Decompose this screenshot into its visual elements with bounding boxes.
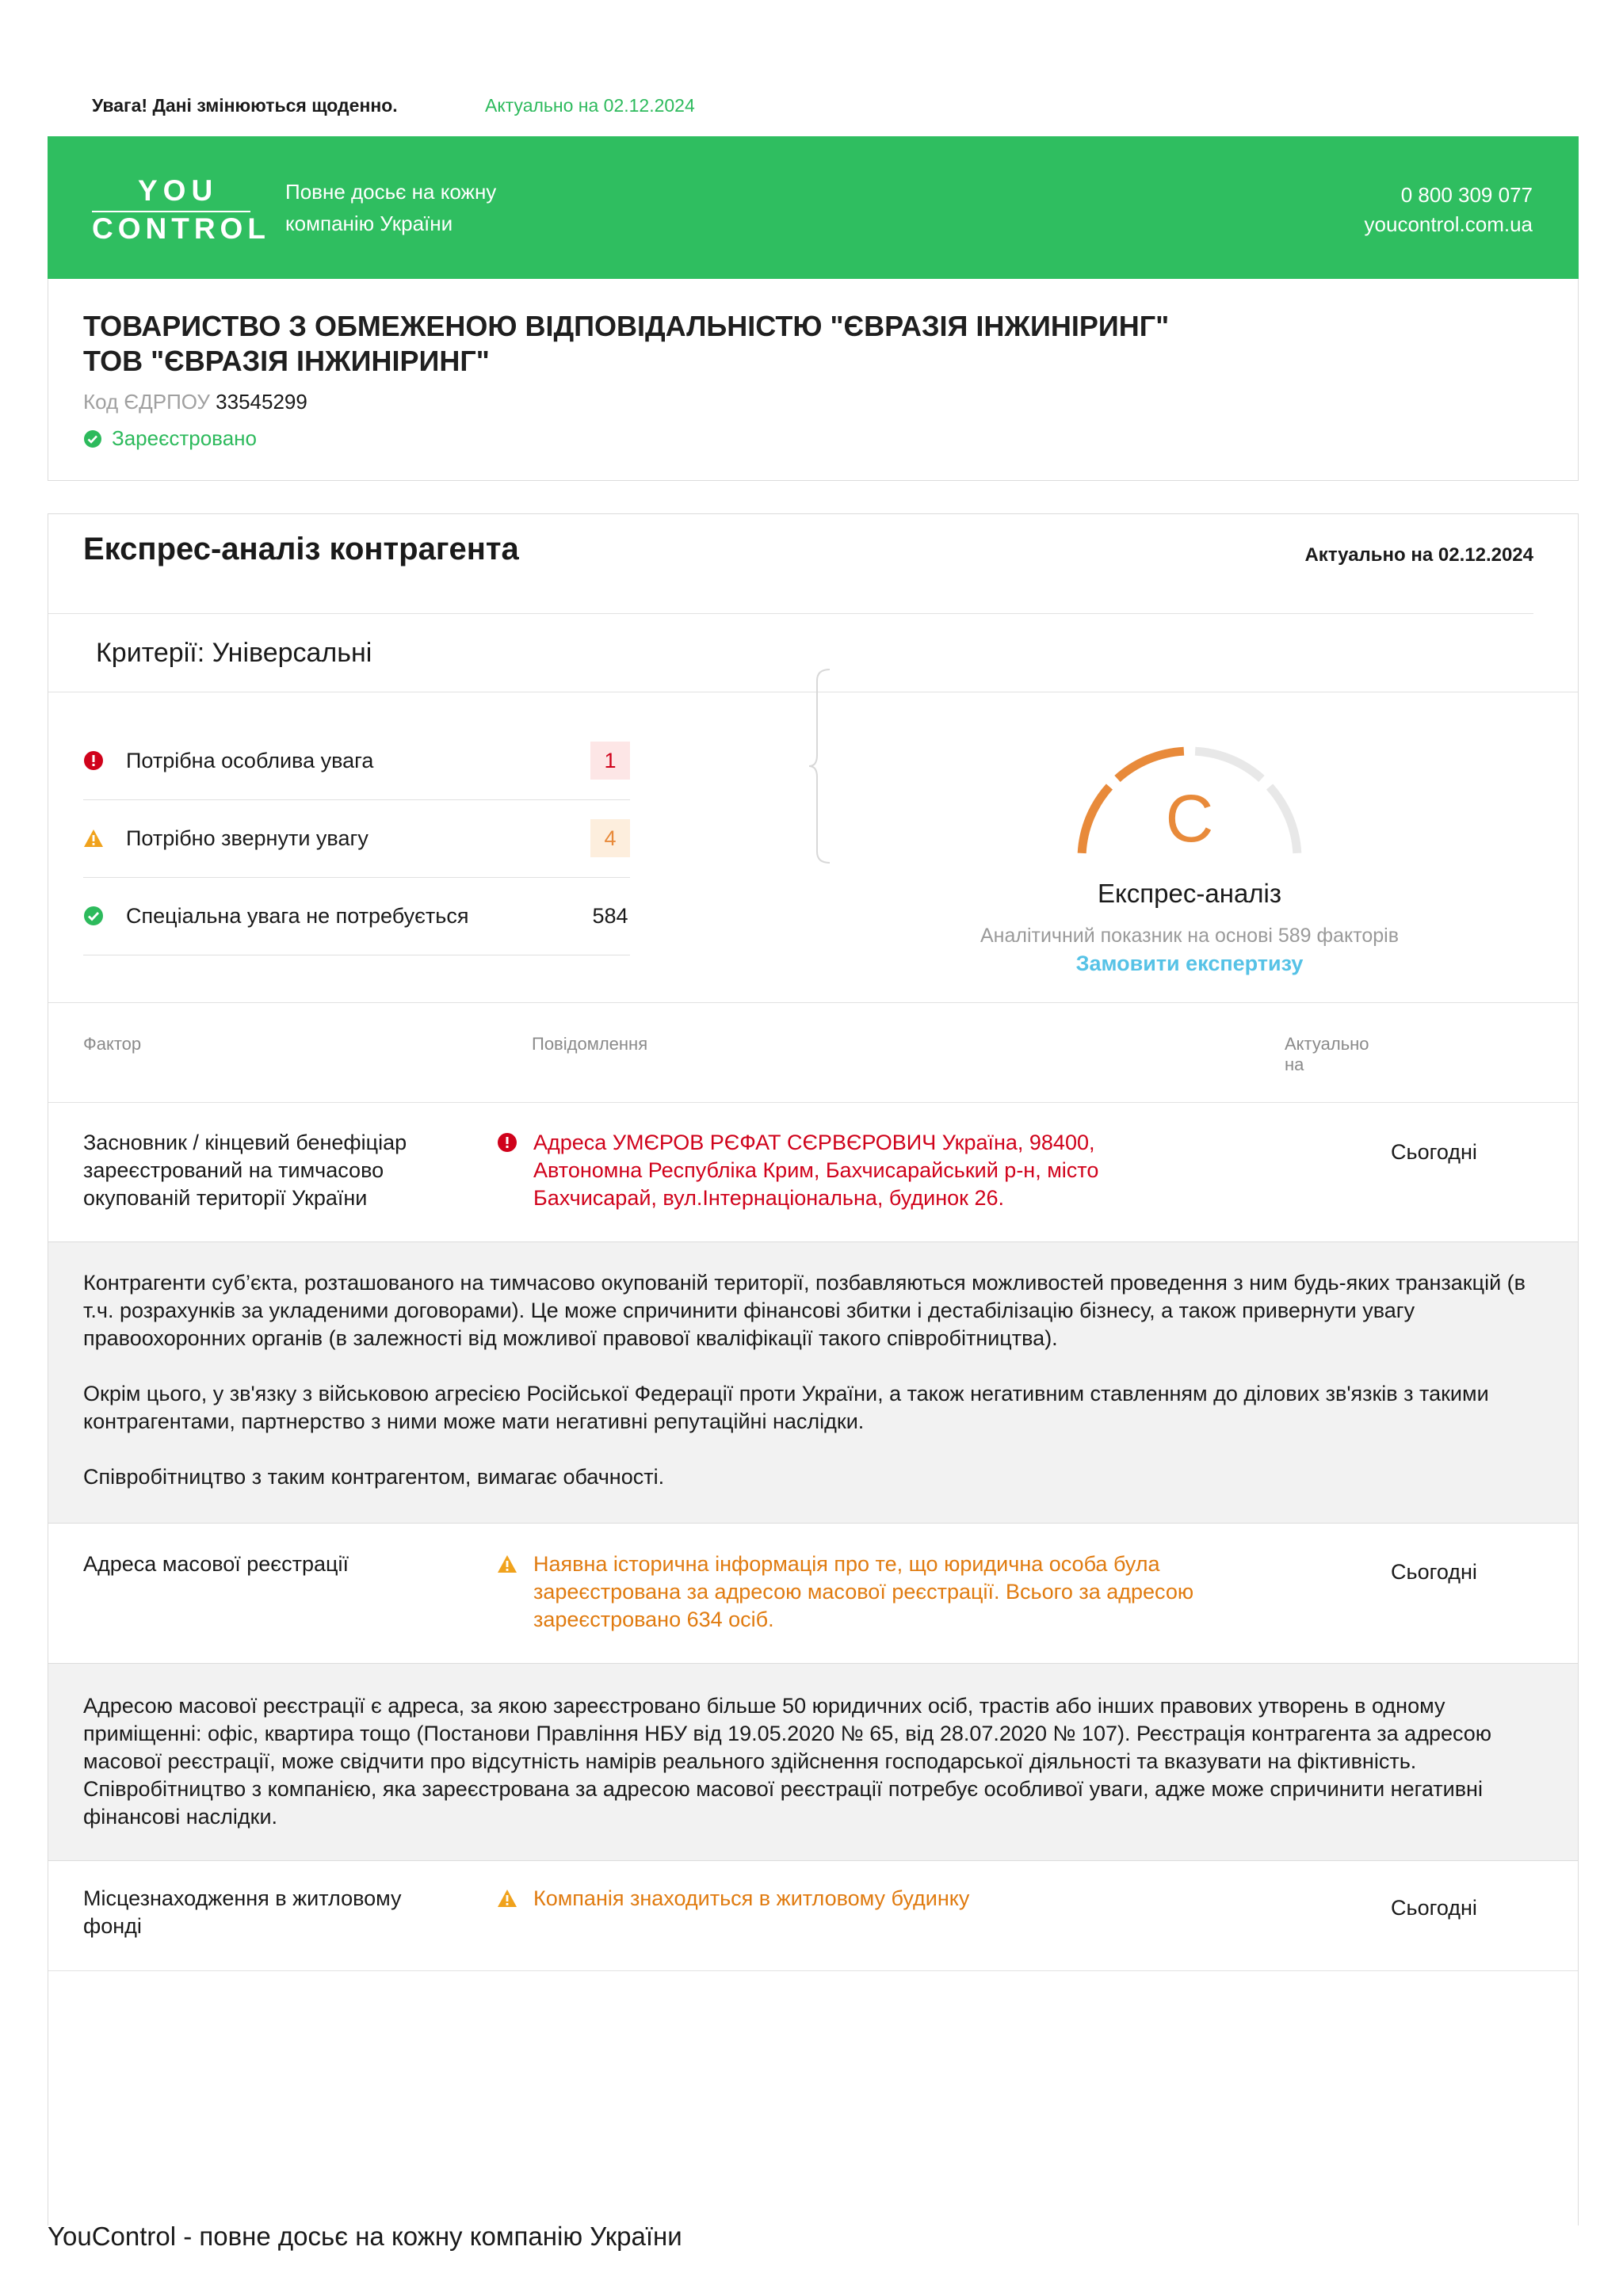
divider [48,1970,1578,1971]
note-paragraph: Співробітництво з таким контрагентом, вимагає обачності. [83,1465,665,1489]
warning-icon [83,828,104,849]
note-paragraph: Контрагенти суб’єкта, розташованого на тимчасово окупованій території, позбавляються можливостей проведення з ним будь-яких транзакцій (в т.ч. розрахунків за укладеними договорами). Це може спричинити фінансові збитки і дестабілізацію бізнесу, а також привернути увагу правоохоронних органів (в залежності від можливої правової кваліфікації такого співробітництва). [83,1271,1526,1350]
edrpou-label: Код ЄДРПОУ [83,390,210,414]
summary-label: Потрібно звернути увагу [126,826,369,850]
factor-date: Сьогодні [1391,1140,1477,1164]
col-message: Повідомлення [532,1034,648,1054]
status-text: Зареєстровано [112,426,257,450]
factor-name: Адреса масової реєстрації [83,1552,349,1576]
header-contacts [1365,181,1533,239]
bracket-divider [808,668,831,864]
gauge-segment [1195,751,1262,779]
check-circle-icon [83,906,104,926]
check-circle-icon [83,429,102,448]
phone-link[interactable]: 0 800 309 077 [1400,183,1533,207]
warning-icon [497,1554,517,1574]
factor-message [497,1550,1210,1634]
criteria-label: Критерії: Універсальні [96,638,372,668]
registration-status [83,426,257,451]
factor-message [497,1885,1210,1913]
summary-count: 1 [590,742,630,780]
summary-count: 4 [590,819,630,857]
edrpou-row [83,390,307,414]
note-paragraph: Адресою масової реєстрації є адреса, за якою зареєстровано більше 50 юридичних осіб, трастів або інших правових утворень в одному приміщенні: офіс, квартира тощо (Постанови Правління НБУ від 19.05.2020 № 65, від 28.07.2020 № 107). Реєстрація контрагента за адресою масової реєстрації, може свідчити про відсутність намірів реального здійснення господарської діяльності та вказувати на фіктивність. Співробітництво з компанією, яка зареєстрована за адресою масової реєстрації потребує особливої уваги, адже може спричинити негативні фінансові наслідки. [83,1694,1492,1829]
divider [48,613,1533,614]
gauge-segment [1270,787,1297,853]
summary-count: 584 [592,903,628,928]
company-full-name: ТОВАРИСТВО З ОБМЕЖЕНОЮ ВІДПОВІДАЛЬНІСТЮ "ЄВРАЗІЯ ІНЖИНІРИНГ" [83,310,1170,342]
factor-explanation [48,1663,1578,1861]
logo-divider [92,211,250,212]
factor-name: Місцезнаходження в житловому фонді [83,1886,402,1938]
divider [48,1102,1578,1103]
warning-icon [497,1888,517,1909]
brand-header [48,136,1579,279]
factor-message [497,1129,1178,1212]
site-link[interactable]: youcontrol.com.ua [1364,212,1533,236]
company-card [48,279,1579,481]
summary-warning[interactable] [83,799,630,878]
actual-date: Актуально на 02.12.2024 [485,95,695,116]
data-warning: Увага! Дані змінюються щоденно. [92,95,398,116]
gauge-title: Експрес-аналіз [1097,879,1282,908]
company-short-name: ТОВ "ЄВРАЗІЯ ІНЖИНІРИНГ" [83,345,490,377]
logo-bottom: CONTROL [92,212,270,245]
message-text: Наявна історична інформація про те, що юридична особа була зареєстрована за адресою масової реєстрації. Всього за адресою зареєстровано 634 осіб. [533,1552,1194,1631]
message-text: Адреса УМЄРОВ РЄФАТ СЄРВЄРОВИЧ Україна, 98400, Автономна Республіка Крим, Бахчисарайський р-н, місто Бахчисарай, вул.Інтернаціональна, будинок 26. [533,1131,1099,1210]
error-icon [497,1132,517,1153]
col-updated-line2: на [1285,1055,1304,1074]
divider [48,1002,1578,1003]
factor-name: Засновник / кінцевий бенефіціар зареєстрований на тимчасово окупованій території України [83,1131,407,1210]
gauge-segment [1082,787,1109,853]
col-factor: Фактор [83,1034,142,1054]
logo-top: YOU [138,174,219,207]
note-paragraph: Окрім цього, у зв'язку з військовою агресією Російської Федерації проти України, а також негативним ставленням до ділових зв'язків з такими контрагентами, партнерство з ними може мати негативні репутаційні наслідки. [83,1382,1489,1433]
summary-ok[interactable] [83,877,630,955]
col-updated [1285,1034,1369,1075]
col-updated-line1: Актуально [1285,1034,1369,1054]
edrpou-code: 33545299 [216,390,307,414]
gauge-subtitle: Аналітичний показник на основі 589 факторів [980,925,1400,947]
message-text: Компанія знаходиться в житловому будинку [533,1886,970,1910]
youcontrol-logo[interactable] [92,171,270,245]
panel-title: Експрес-аналіз контрагента [83,532,519,566]
factor-explanation [48,1241,1578,1524]
header-slogan: Повне досьє на кожну компанію України [285,180,497,235]
summary-label: Потрібна особлива увага [126,748,374,772]
express-analysis-panel [48,513,1579,2225]
gauge-segment [1117,751,1184,779]
gauge-grade: C [1165,781,1214,856]
order-expertise-link[interactable]: Замовити експертизу [1075,952,1304,975]
page-footer: YouControl - повне досьє на кожну компанію України [48,2222,682,2251]
summary-label: Спеціальна увага не потребується [126,903,469,928]
score-gauge [1063,740,1316,875]
factor-date: Сьогодні [1391,1560,1477,1584]
error-icon [83,750,104,771]
factor-date: Сьогодні [1391,1896,1477,1920]
company-name [83,309,1169,379]
panel-date: Актуально на 02.12.2024 [1304,544,1533,566]
summary-critical[interactable] [83,722,630,800]
